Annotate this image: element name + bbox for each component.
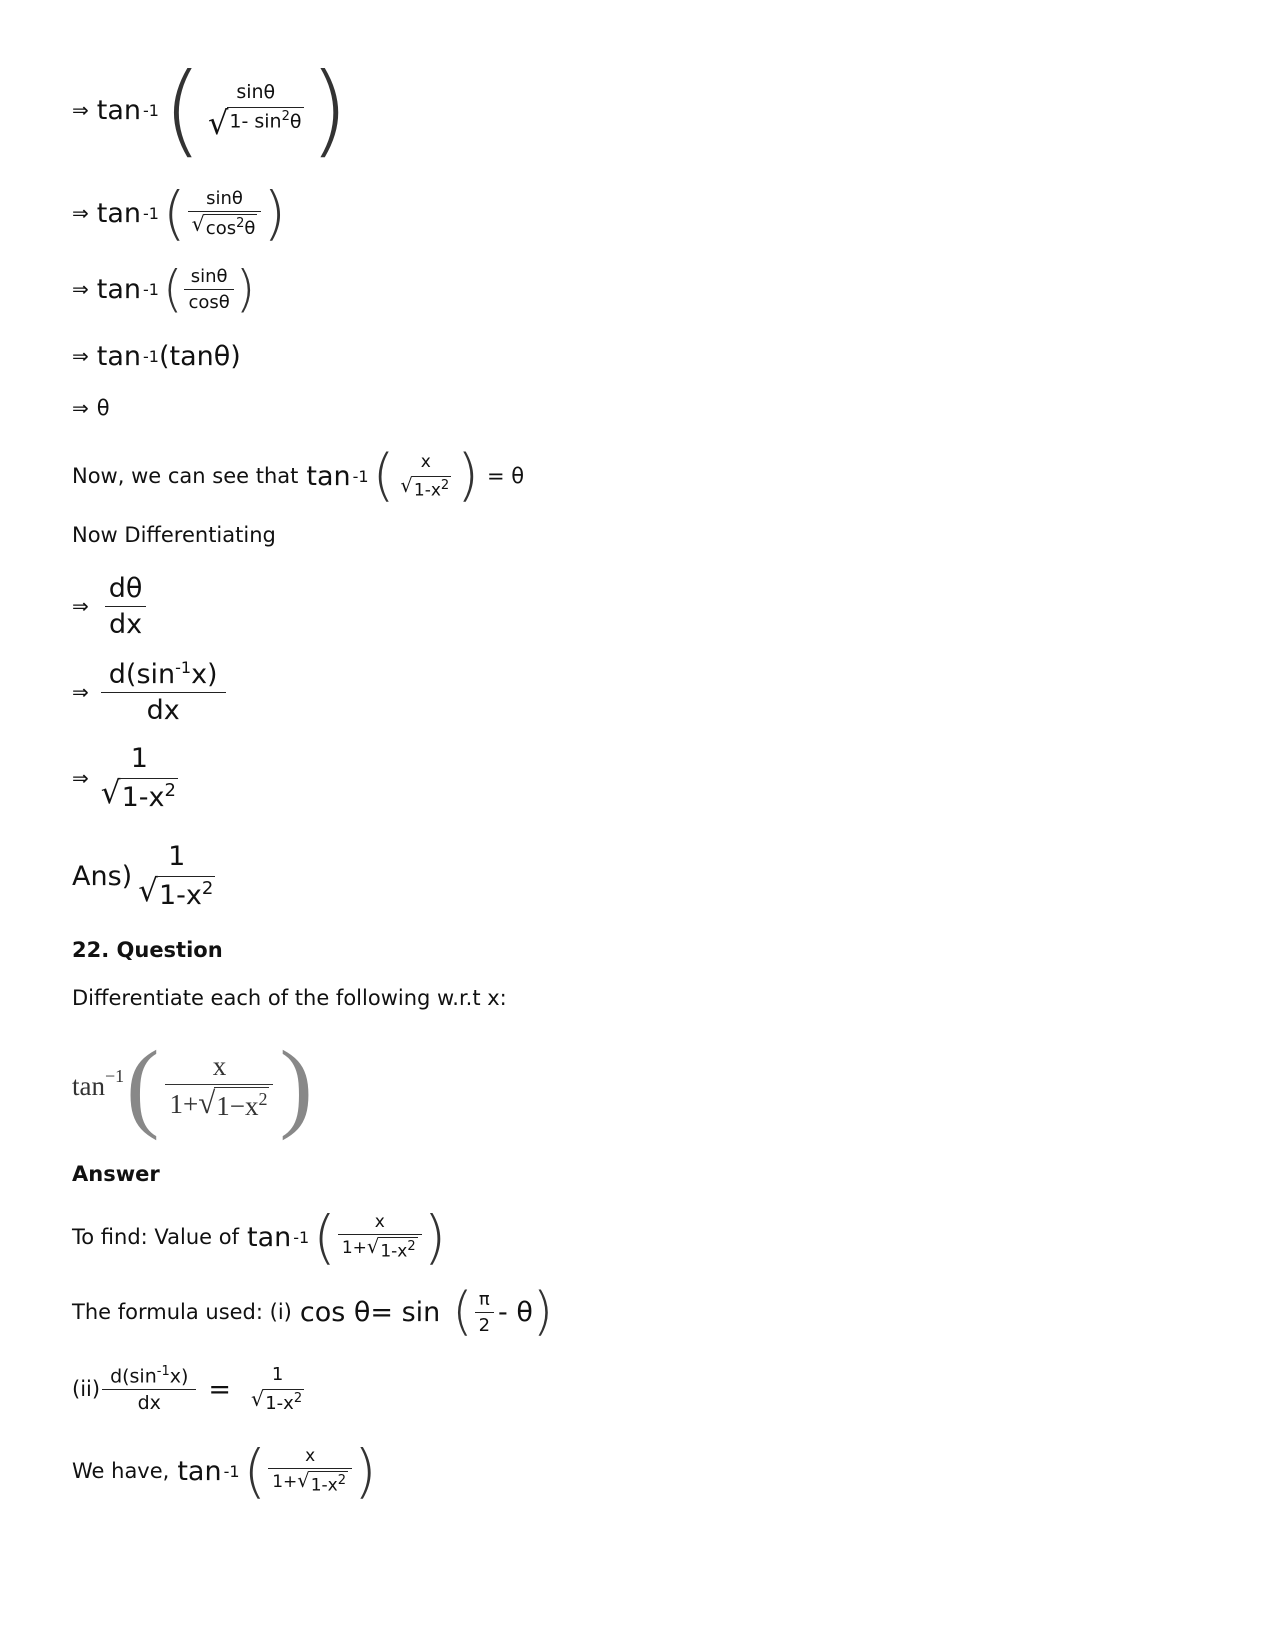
- fraction: sinθ √ 1- $\sin^2\theta$: [207, 81, 302, 142]
- step-4: ⇒ tan -1 (tanθ): [72, 340, 241, 372]
- step-1: ⇒ tan -1 ( sinθ √ 1- $\sin^2\theta$ ): [72, 51, 349, 168]
- implies-arrow: ⇒: [72, 98, 89, 122]
- step-3: ⇒ tan -1 ( $\frac{\sin\theta}{\cos\theta}$ ): [72, 260, 256, 318]
- diff-heading: Now Differentiating: [72, 523, 276, 547]
- to-find-line: To find: Value of tan -1 ( x 1+ √ $1-x^2$ ): [72, 1203, 447, 1271]
- diff-step-2: ⇒ $\frac{d(\sin^{-1}x)}{dx}$: [72, 652, 224, 732]
- question-expression: tan −1 ( x 1+ √ $1-x^2$ ): [72, 1030, 313, 1141]
- inverse-exponent: -1: [143, 100, 159, 120]
- we-have-line: We have, tan -1 ( x 1+ √ $1-x^2$ ): [72, 1437, 377, 1505]
- answer-heading: Answer: [72, 1162, 160, 1186]
- fraction: sinθ √ $\cos^2\theta$: [188, 188, 262, 239]
- fraction: $\frac{\sin\theta}{\cos\theta}$: [184, 266, 233, 313]
- diff-step-1: ⇒ $\frac{d\theta}{dx}$: [72, 566, 148, 646]
- tan-function: tan: [96, 94, 142, 126]
- answer-line: Ans) 1 √ $1-x^2$: [72, 841, 214, 911]
- formula-1: The formula used: (i) cos θ= sin ( $\frac{\pi}{2}$ - θ ): [72, 1282, 554, 1342]
- question-prompt: Differentiate each of the following w.r.t x:: [72, 986, 507, 1010]
- step-2: ⇒ tan -1 ( sinθ √ $\cos^2\theta$ ): [72, 179, 287, 247]
- formula-2: (ii) $\frac{d(\sin^{-1}x)}{dx}$ = 1 √ $1-x^2$: [72, 1363, 303, 1415]
- question-title: 22. Question: [72, 938, 223, 962]
- diff-step-3: ⇒ 1 √ $1-x^2$: [72, 743, 176, 813]
- now-line: Now, we can see that tan -1 ( x √ $1-x^2$ ) = θ: [72, 443, 525, 508]
- step-5: ⇒ θ: [72, 396, 110, 420]
